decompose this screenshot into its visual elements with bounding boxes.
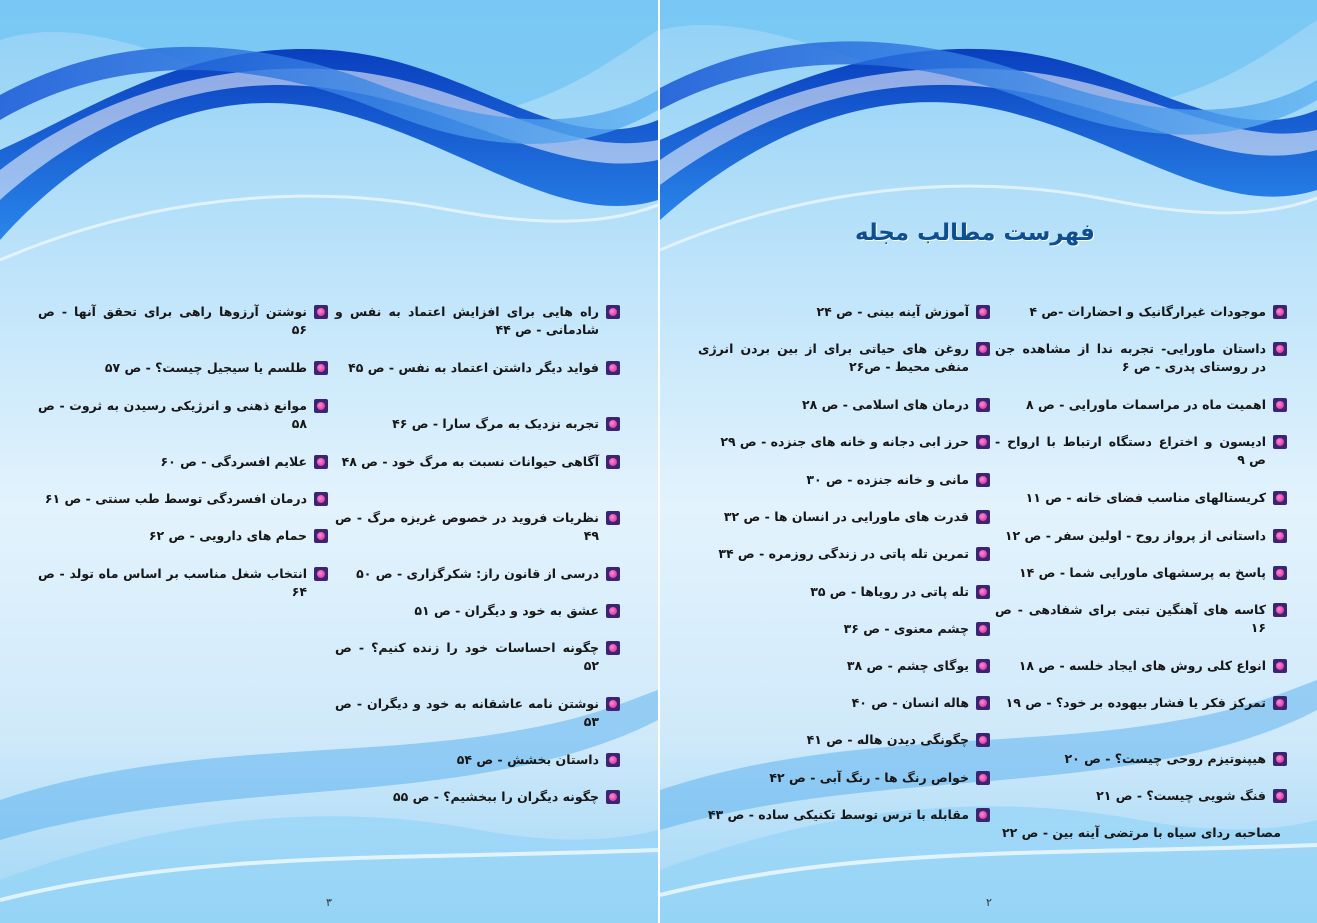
- toc-item-21[interactable]: فنگ شویی چیست؟ - ص ۲۱: [995, 787, 1287, 805]
- bullet-icon: [976, 342, 990, 356]
- bullet-icon: [606, 305, 620, 319]
- toc-item-40[interactable]: هاله انسان - ص ۴۰: [698, 694, 990, 712]
- toc-item-58[interactable]: موانع ذهنی و انرژیکی رسیدن به ثروت - ص ۵۸: [38, 397, 328, 433]
- toc-item-26[interactable]: روغن های حیاتی برای از بین بردن انرژی منفی محیط - ص۲۶: [698, 340, 990, 376]
- toc-item-49[interactable]: نظریات فروید در خصوص غریزه مرگ - ص ۴۹: [335, 509, 620, 545]
- bullet-icon: [1273, 696, 1287, 710]
- bullet-icon: [1273, 435, 1287, 449]
- bullet-icon: [1273, 491, 1287, 505]
- toc-item-24[interactable]: آموزش آینه بینی - ص ۲۴: [698, 303, 990, 321]
- bullet-icon: [976, 473, 990, 487]
- toc-item-20[interactable]: هیپنوتیزم روحی چیست؟ - ص ۲۰: [995, 750, 1287, 768]
- toc-item-51[interactable]: عشق به خود و دیگران - ص ۵۱: [335, 602, 620, 620]
- toc-item-34[interactable]: تمرین تله پاتی در زندگی روزمره - ص ۳۴: [698, 545, 990, 563]
- right-page: [660, 0, 1317, 923]
- toc-item-30[interactable]: مانی و خانه جنزده - ص ۳۰: [698, 471, 990, 489]
- bullet-icon: [976, 808, 990, 822]
- toc-left-col2: [38, 303, 328, 603]
- toc-item-11[interactable]: کریستالهای مناسب فضای خانه - ص ۱۱: [995, 489, 1287, 507]
- bullet-icon: [1273, 398, 1287, 412]
- toc-item-56[interactable]: نوشتن آرزوها راهی برای تحقق آنها - ص ۵۶: [38, 303, 328, 339]
- toc-item-9[interactable]: ادیسون و اختراع دستگاه ارتباط با ارواح - ص ۹: [995, 433, 1287, 469]
- toc-item-19[interactable]: تمرکز فکر یا فشار بیهوده بر خود؟ - ص ۱۹: [995, 694, 1287, 712]
- bullet-icon: [1273, 566, 1287, 580]
- toc-item-48[interactable]: آگاهی حیوانات نسبت به مرگ خود - ص ۴۸: [335, 453, 620, 471]
- bullet-icon: [1273, 659, 1287, 673]
- toc-item-29[interactable]: حرز ابی دجانه و خانه های جنزده - ص ۲۹: [698, 433, 990, 451]
- bullet-icon: [976, 585, 990, 599]
- bullet-icon: [314, 492, 328, 506]
- bullet-icon: [976, 622, 990, 636]
- toc-item-35[interactable]: تله پاتی در رویاها - ص ۳۵: [698, 583, 990, 601]
- bullet-icon: [314, 455, 328, 469]
- bullet-icon: [606, 567, 620, 581]
- toc-item-38[interactable]: یوگای چشم - ص ۳۸: [698, 657, 990, 675]
- toc-item-46[interactable]: تجربه نزدیک به مرگ سارا - ص ۴۶: [335, 415, 620, 433]
- bullet-icon: [606, 417, 620, 431]
- bullet-icon: [314, 529, 328, 543]
- toc-item-57[interactable]: طلسم یا سیجیل چیست؟ - ص ۵۷: [38, 359, 328, 377]
- bullet-icon: [1273, 305, 1287, 319]
- toc-item-8[interactable]: اهمیت ماه در مراسمات ماورایی - ص ۸: [995, 396, 1287, 414]
- bullet-icon: [1273, 529, 1287, 543]
- bullet-icon: [976, 696, 990, 710]
- toc-item-42[interactable]: خواص رنگ ها - رنگ آبی - ص ۴۲: [698, 769, 990, 787]
- toc-item-41[interactable]: چگونگی دیدن هاله - ص ۴۱: [698, 731, 990, 749]
- toc-item-18[interactable]: انواع کلی روش های ایجاد خلسه - ص ۱۸: [995, 657, 1287, 675]
- bullet-icon: [606, 604, 620, 618]
- toc-item-12[interactable]: داستانی از پرواز روح - اولین سفر - ص ۱۲: [995, 527, 1287, 545]
- bullet-icon: [606, 697, 620, 711]
- toc-item-52[interactable]: چگونه احساسات خود را زنده کنیم؟ - ص ۵۲: [335, 639, 620, 675]
- toc-right-col1: [995, 303, 1287, 843]
- toc-right-col2: [698, 303, 990, 843]
- bullet-icon: [1273, 603, 1287, 617]
- bullet-icon: [606, 361, 620, 375]
- left-page: [0, 0, 658, 923]
- toc-item-32[interactable]: قدرت های ماورایی در انسان ها - ص ۳۲: [698, 508, 990, 526]
- toc-item-55[interactable]: چگونه دیگران را ببخشیم؟ - ص ۵۵: [335, 788, 620, 806]
- toc-item-16[interactable]: کاسه های آهنگین تبتی برای شفادهی - ص ۱۶: [995, 601, 1287, 637]
- bullet-icon: [606, 641, 620, 655]
- toc-item-4[interactable]: موجودات غیرارگانیک و احضارات -ص ۴: [995, 303, 1287, 321]
- bullet-icon: [1273, 789, 1287, 803]
- bullet-icon: [314, 361, 328, 375]
- bullet-icon: [976, 771, 990, 785]
- bullet-icon: [314, 567, 328, 581]
- toc-item-53[interactable]: نوشتن نامه عاشقانه به خود و دیگران - ص ۵۳: [335, 695, 620, 731]
- toc-item-36[interactable]: چشم معنوی - ص ۳۶: [698, 620, 990, 638]
- bullet-icon: [1273, 752, 1287, 766]
- bullet-icon: [314, 305, 328, 319]
- toc-item-43[interactable]: مقابله با ترس توسط تکنیکی ساده - ص ۴۳: [698, 806, 990, 824]
- bullet-icon: [606, 511, 620, 525]
- toc-item-50[interactable]: درسی از قانون راز: شکرگزاری - ص ۵۰: [335, 565, 620, 583]
- bullet-icon: [976, 547, 990, 561]
- toc-item-6[interactable]: داستان ماورایی- تجربه ندا از مشاهده جن در روستای پدری - ص ۶: [995, 340, 1287, 376]
- toc-item-54[interactable]: داستان بخشش - ص ۵۴: [335, 751, 620, 769]
- bullet-icon: [976, 733, 990, 747]
- bullet-icon: [314, 399, 328, 413]
- toc-item-61[interactable]: درمان افسردگی توسط طب سنتی - ص ۶۱: [38, 490, 328, 508]
- bullet-icon: [606, 455, 620, 469]
- page-number-left: ۳: [326, 896, 332, 909]
- toc-item-62[interactable]: حمام های دارویی - ص ۶۲: [38, 527, 328, 545]
- page-number-right: ۲: [986, 896, 992, 909]
- toc-left-col1: [335, 303, 620, 823]
- toc-item-60[interactable]: علایم افسردگی - ص ۶۰: [38, 453, 328, 471]
- toc-item-14[interactable]: پاسخ به پرسشهای ماورایی شما - ص ۱۴: [995, 564, 1287, 582]
- toc-title: فهرست مطالب مجله: [855, 220, 1095, 246]
- toc-item-22[interactable]: مصاحبه ردای سیاه با مرتضی آینه بین - ص ۲۲: [1002, 825, 1281, 840]
- bullet-icon: [606, 753, 620, 767]
- bullet-icon: [976, 305, 990, 319]
- toc-item-64[interactable]: انتخاب شغل مناسب بر اساس ماه تولد - ص ۶۴: [38, 565, 328, 601]
- bullet-icon: [976, 398, 990, 412]
- toc-item-28[interactable]: درمان های اسلامی - ص ۲۸: [698, 396, 990, 414]
- bullet-icon: [976, 435, 990, 449]
- toc-item-45[interactable]: فواید دیگر داشتن اعتماد به نفس - ص ۴۵: [335, 359, 620, 377]
- bullet-icon: [606, 790, 620, 804]
- bullet-icon: [1273, 342, 1287, 356]
- bullet-icon: [976, 510, 990, 524]
- toc-item-44[interactable]: راه هایی برای افزایش اعتماد به نفس و شادمانی - ص ۴۴: [335, 303, 620, 339]
- bullet-icon: [976, 659, 990, 673]
